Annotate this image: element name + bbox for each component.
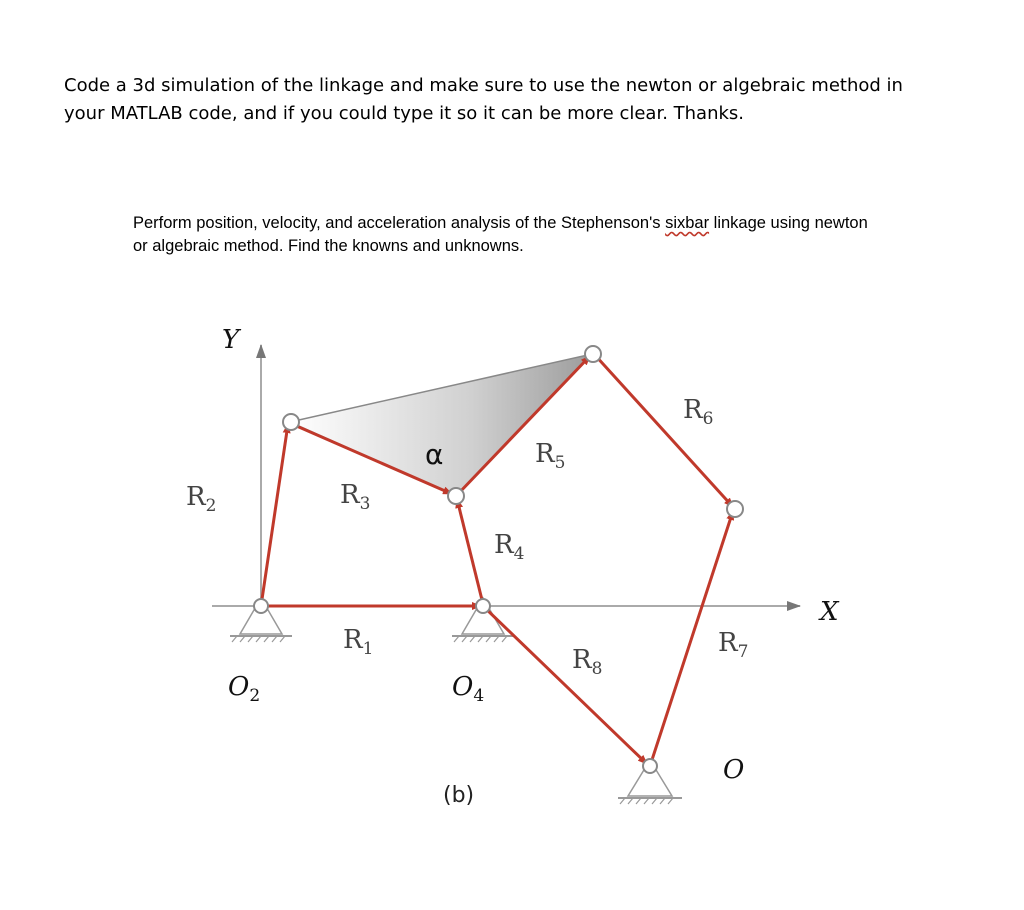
label-r5-base: R [535, 439, 555, 469]
label-o2 [228, 672, 260, 706]
label-o4 [452, 672, 484, 706]
figure-caption: (b) [443, 783, 475, 808]
vector-r4 [457, 499, 483, 604]
ternary-link [290, 354, 592, 496]
label-r4-sub: 4 [513, 544, 525, 564]
label-r7-sub: 7 [737, 642, 749, 662]
vector-r2 [261, 424, 288, 606]
label-r1-sub: 1 [362, 639, 374, 659]
spellcheck-word[interactable]: sixbar [665, 214, 710, 232]
label-r2 [186, 482, 216, 516]
label-r4 [494, 530, 524, 564]
vector-r6 [594, 354, 733, 507]
label-r2-base: R [186, 482, 206, 512]
joint-b [448, 488, 464, 504]
label-r7-base: R [718, 628, 738, 658]
label-r5-sub: 5 [554, 453, 566, 473]
label-r3-sub: 3 [359, 494, 371, 514]
label-r4-base: R [494, 530, 514, 560]
problem-line-2: or algebraic method. Find the knowns and unknowns. [133, 237, 524, 255]
problem-line-1-start: Perform position, velocity, and acceleration analysis of the Stephenson's [133, 214, 666, 232]
joint-a [283, 414, 299, 430]
label-r6-base: R [683, 395, 703, 425]
label-r8-sub: 8 [591, 659, 603, 679]
problem-line-1-end: linkage using newton [709, 214, 868, 232]
question-line-2: your MATLAB code, and if you could type it so it can be more clear. Thanks. [64, 103, 745, 124]
label-r3 [340, 480, 370, 514]
label-r1-base: R [343, 625, 363, 655]
label-r6 [683, 395, 713, 429]
label-r5 [535, 439, 565, 473]
joint-o [643, 759, 657, 773]
joint-c [585, 346, 601, 362]
label-o4-sub: 4 [473, 686, 485, 706]
joint-o2 [254, 599, 268, 613]
joint-o4 [476, 599, 490, 613]
vector-r8 [483, 606, 647, 764]
angle-alpha-label: α [425, 438, 444, 471]
label-r2-sub: 2 [205, 496, 217, 516]
label-r7 [718, 628, 748, 662]
label-r6-sub: 6 [702, 409, 714, 429]
label-r1 [343, 625, 373, 659]
label-o2-sub: 2 [249, 686, 261, 706]
label-o: O [723, 755, 745, 785]
question-line-1: Code a 3d simulation of the linkage and make sure to use the newton or algebraic method in [64, 75, 903, 96]
label-o4-base: O [452, 672, 474, 702]
label-r8-base: R [572, 645, 592, 675]
x-axis-label: X [820, 597, 839, 627]
label-o2-base: O [228, 672, 250, 702]
label-r8 [572, 645, 602, 679]
joint-d [727, 501, 743, 517]
y-axis-label: Y [222, 325, 240, 355]
label-r3-base: R [340, 480, 360, 510]
